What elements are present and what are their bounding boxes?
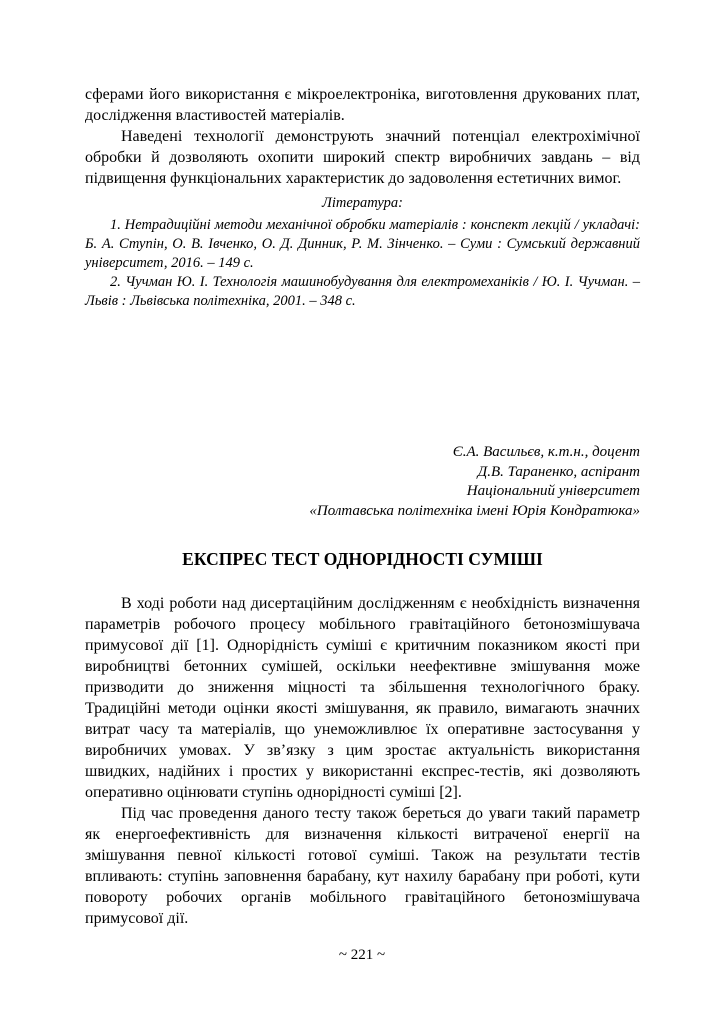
author-line: Д.В. Тараненко, аспірант	[477, 463, 640, 480]
article-paragraph: Під час проведення даного тесту також береться до уваги такий параметр як енергоефективність для визначення кількості витраченої енергії на змішування певної кількості готової суміші. Також на результати тестів впливають: ступінь заповнення барабану, кут нахилу барабану при роботі, кути повороту робочих органів мобільного гравітаційного бетонозмішувача примусової дії.	[85, 805, 640, 927]
author-affiliation-line: Національний університет	[466, 483, 640, 499]
author-block	[85, 443, 640, 521]
paragraph: Наведені технології демонструють значний потенціал електрохімічної обробки й дозволяють охопити широкий спектр виробничих завдань – від підвищення функціональних характеристик до задоволення естетичних вимог.	[85, 128, 640, 187]
reference-item: 2. Чучман Ю. І. Технологія машинобудування для електромеханіків / Ю. І. Чучман. – Львів : Львівська політехніка, 2001. – 348 с.	[85, 274, 640, 309]
author-affiliation-line: «Полтавська політехніка імені Юрія Кондратюка»	[309, 502, 640, 519]
references-heading: Література:	[322, 195, 403, 211]
author-line: Є.А. Васильєв, к.т.н., доцент	[452, 444, 640, 460]
page-content	[85, 84, 640, 929]
page-number: ~ 221 ~	[338, 947, 386, 963]
paragraph-continuation: сферами його використання є мікроелектроніка, виготовлення друкованих плат, дослідження властивостей матеріалів.	[85, 86, 640, 124]
article-title: ЕКСПРЕС ТЕСТ ОДНОРІДНОСТІ СУМІШІ	[182, 549, 543, 569]
reference-item: 1. Нетрадиційні методи механічної обробки матеріалів : конспект лекцій / укладачі: Б. А. Ступін, О. В. Івченко, О. Д. Динник, Р. М. Зінченко. – Суми : Сумський державний університет, 2016. – 149 с.	[85, 217, 640, 271]
article-paragraph: В ході роботи над дисертаційним дослідженням є необхідність визначення параметрів робочого процесу мобільного гравітаційного бетонозмішувача примусової дії [1]. Однорідність суміші є критичним показником якості при виробництві бетонних сумішей, оскільки неефективне змішування може призводити до зниження міцності та збільшення технологічного браку. Традиційні методи оцінки якості змішування, як правило, вимагають значних витрат часу та матеріалів, що унеможливлює їх оперативне застосування у виробничих умовах. У зв’язку з цим зростає актуальність використання швидких, надійних і простих у використанні експрес-тестів, які дозволяють оперативно оцінювати ступінь однорідності суміші [2].	[85, 595, 640, 801]
